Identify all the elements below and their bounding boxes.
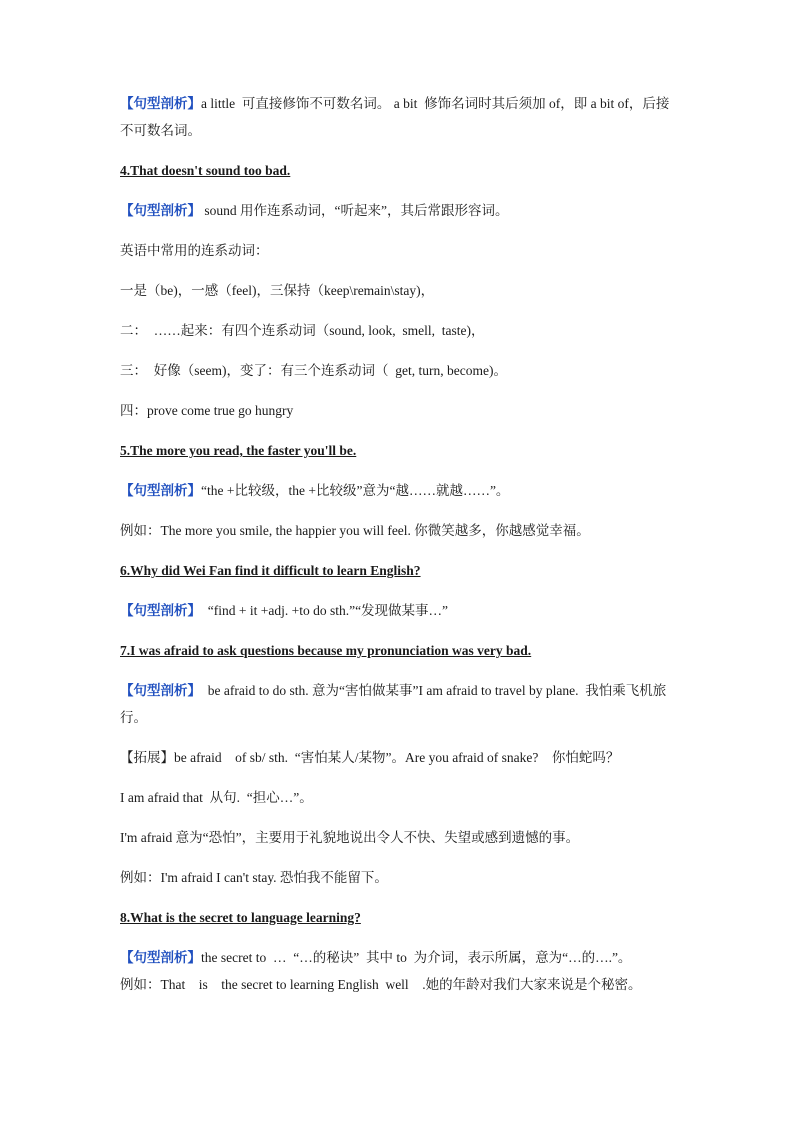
- paragraph-example-smile: 例如：The more you smile, the happier you will feel. 你微笑越多，你越感觉幸福。: [120, 523, 590, 538]
- paragraph-linking-verbs-1: 一是（be)，一感（feel)，三保持（keep\remain\stay)，: [120, 283, 435, 298]
- analysis-label: 【句型剖析】: [120, 683, 201, 698]
- sentence-heading-4: 4.That doesn't sound too bad.: [120, 163, 291, 178]
- document-page: [120, 90, 680, 998]
- paragraph-be-afraid: [120, 677, 680, 731]
- analysis-label: 【句型剖析】: [120, 203, 201, 218]
- paragraph-im-afraid: I'm afraid 意为“恐怕”，主要用于礼貌地说出令人不快、失望或感到遗憾的事。: [120, 830, 580, 845]
- paragraph-afraid-that: I am afraid that 从句. “担心…”。: [120, 790, 313, 805]
- analysis-label: 【句型剖析】: [120, 483, 201, 498]
- paragraph-linking-verbs-intro: 英语中常用的连系动词：: [120, 243, 269, 258]
- paragraph-extension: 【拓展】be afraid of sb/ sth. “害怕某人/某物”。Are you afraid of snake? 你怕蛇吗？: [120, 750, 620, 765]
- paragraph-text: “find + it +adj. +to do sth.”“发现做某事…”: [201, 603, 449, 618]
- paragraph-text: “the +比较级，the +比较级”意为“越……就越……”。: [201, 483, 510, 498]
- paragraph-sound: [120, 197, 680, 224]
- paragraph-find-it: [120, 597, 680, 624]
- paragraph-example-secret: 例如：That is the secret to learning English well .她的年龄对我们大家来说是个秘密。: [120, 977, 642, 992]
- analysis-label: 【句型剖析】: [120, 96, 201, 111]
- paragraph-a-little: [120, 90, 680, 144]
- analysis-label: 【句型剖析】: [120, 603, 201, 618]
- sentence-heading-8: 8.What is the secret to language learning?: [120, 910, 361, 925]
- paragraph-comparative: [120, 477, 680, 504]
- sentence-heading-6: 6.Why did Wei Fan find it difficult to learn English?: [120, 563, 421, 578]
- paragraph-text: sound 用作连系动词，“听起来”，其后常跟形容词。: [201, 203, 509, 218]
- paragraph-text: be afraid to do sth. 意为“害怕做某事”I am afraid to travel by plane. 我怕乘飞机旅行。: [120, 683, 667, 725]
- paragraph-example-stay: 例如：I'm afraid I can't stay. 恐怕我不能留下。: [120, 870, 388, 885]
- sentence-heading-7: 7.I was afraid to ask questions because my pronunciation was very bad.: [120, 643, 532, 658]
- analysis-label: 【句型剖析】: [120, 950, 201, 965]
- sentence-heading-5: 5.The more you read, the faster you'll be.: [120, 443, 357, 458]
- paragraph-linking-verbs-4: 四：prove come true go hungry: [120, 403, 294, 418]
- paragraph-linking-verbs-2: 二： ……起来：有四个连系动词（sound, look, smell, taste)，: [120, 323, 485, 338]
- paragraph-linking-verbs-3: 三： 好像（seem)，变了：有三个连系动词（ get, turn, become)。: [120, 363, 507, 378]
- paragraph-secret-to: [120, 944, 680, 971]
- paragraph-text: the secret to … “…的秘诀” 其中 to 为介词，表示所属，意为“…的….”。: [201, 950, 632, 965]
- paragraph-text: a little 可直接修饰不可数名词。 a bit 修饰名词时其后须加 of，即 a bit of，后接不可数名词。: [120, 96, 670, 138]
